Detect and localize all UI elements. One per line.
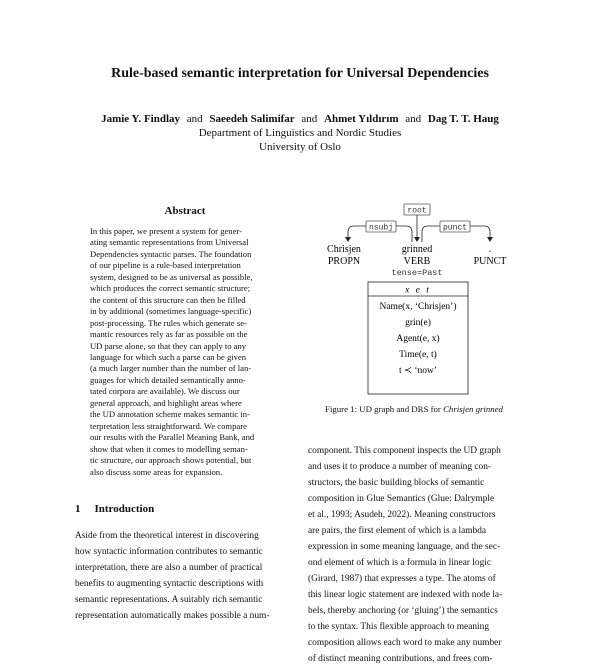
body-line: to the syntax. This flexible approach to meaning <box>308 622 490 632</box>
intro-line: semantic representations. A suitably rich semantic <box>75 595 263 605</box>
relation-label-punct: punct <box>442 223 468 233</box>
word-upos: PUNCT <box>473 256 507 267</box>
body-line: (Girard, 1987) that expresses a type. The atoms of <box>308 574 496 584</box>
abstract-line: Dependencies syntactic parses. The foundation <box>90 248 252 259</box>
abstract-body <box>90 226 278 478</box>
intro-line: interpretation, there are also a number of practical <box>75 563 263 573</box>
body-line: and uses it to produce a number of meaning con- <box>308 462 492 472</box>
drs-condition: Agent(e, x) <box>396 334 440 344</box>
drs-condition: t ≺ ‘now’ <box>398 366 438 376</box>
section-number: 1 <box>75 503 81 515</box>
abstract-line: language for which such a parse can be given <box>90 351 247 362</box>
word-form: grinned <box>401 244 433 255</box>
drs-condition: Time(e, t) <box>399 350 437 360</box>
intro-text <box>75 528 293 624</box>
caption-prefix: Figure 1: UD graph and DRS for <box>325 404 441 414</box>
relation-label-root: root <box>407 206 427 216</box>
abstract-line: ating semantic representations from Universal <box>90 237 249 248</box>
section-title: Introduction <box>94 503 155 515</box>
drs-condition: Name(x, ‘Chrisjen’) <box>379 302 457 312</box>
body-line: of distinct meaning contributions, and frees com- <box>308 654 493 664</box>
drs-universe: x e t <box>405 285 431 296</box>
abstract-line: of our pipeline is a rule-based interpretation <box>90 260 241 271</box>
abstract-line: UD parse alone, so that they can apply to any <box>90 340 247 351</box>
caption-example: Chrisjen grinned <box>443 404 503 414</box>
abstract-line: system, designed to be as universal as possible, <box>90 271 253 282</box>
abstract-line: the UD annotation scheme makes semantic in- <box>90 409 250 420</box>
abstract-line: tated corpora are available). We discuss our <box>90 386 240 397</box>
word-form: . <box>488 244 492 255</box>
intro-line: representation automatically makes possible a num- <box>75 611 270 621</box>
drs-condition: grin(e) <box>405 318 431 328</box>
figure-1 <box>300 198 530 400</box>
intro-line: how syntactic information contributes to semantic <box>75 547 263 557</box>
abstract-line: general approach, and highlight areas where <box>90 397 242 408</box>
word-form: Chrisjen <box>327 244 361 255</box>
paper-title: Rule-based semantic interpretation for Universal Dependencies <box>111 66 489 81</box>
abstract-line: which produces the correct semantic structure; <box>90 283 251 294</box>
abstract-heading: Abstract <box>164 205 206 217</box>
word-upos: VERB <box>403 256 431 267</box>
intro-line: Aside from the theoretical interest in discovering <box>75 531 259 541</box>
abstract-line: our results with the Parallel Meaning Bank, and <box>90 432 255 443</box>
intro-line: benefits to augmenting syntactic descriptions with <box>75 579 264 589</box>
abstract-line: terpretation less straightforward. We compare <box>90 420 247 431</box>
affiliation-department: Department of Linguistics and Nordic Studies <box>198 127 402 139</box>
right-column-text <box>308 443 528 667</box>
abstract-line: also discuss some areas for expansion. <box>90 466 223 477</box>
abstract-line: show that when it comes to modelling seman- <box>90 443 248 454</box>
figure-caption <box>300 404 528 414</box>
abstract-line: post-processing. The rules which generate se- <box>90 317 247 328</box>
body-line: this linear logic statement are indexed with node la- <box>308 590 503 600</box>
word-features: tense=Past <box>391 268 443 278</box>
body-line: component. This component inspects the UD graph <box>308 446 501 456</box>
body-line: bels, thereby anchoring (or ‘gluing’) the semantics <box>308 606 498 616</box>
author-name: Dag T. T. Haug <box>427 113 499 125</box>
word-upos: PROPN <box>327 256 361 267</box>
abstract-line: tic structure, our approach shows potential, but <box>90 455 252 466</box>
abstract-line: guages for which detailed semantically anno- <box>90 374 246 385</box>
author-name: Ahmet Yıldırım <box>324 113 399 125</box>
abstract-line: In this paper, we present a system for gener- <box>90 226 242 236</box>
abstract-line: mantic resources rely as far as possible on the <box>90 329 248 340</box>
abstract-line: (a much larger number than the number of lan- <box>90 363 252 374</box>
author-name: Saeedeh Salimifar <box>209 113 295 125</box>
body-line: are pairs, the first element of which is a lambda <box>308 526 487 536</box>
author-separator: and <box>186 113 203 125</box>
relation-label-nsubj: nsubj <box>368 223 394 233</box>
author-name: Jamie Y. Findlay <box>101 113 181 125</box>
body-line: composition in Glue Semantics (Glue: Dalrymple <box>308 494 495 504</box>
body-line: expression in some meaning language, and the sec- <box>308 542 501 552</box>
body-line: ond element of which is a formula in linear logic <box>308 558 492 568</box>
abstract-line: in by additional (sometimes language-specific) <box>90 306 252 317</box>
author-line <box>0 112 600 126</box>
affiliation-university: University of Oslo <box>259 141 341 153</box>
body-line: structors, the basic building blocks of semantic <box>308 478 485 488</box>
section-heading <box>75 503 154 515</box>
abstract-line: the content of this structure can then be filled <box>90 294 246 305</box>
author-separator: and <box>301 113 318 125</box>
body-line: et al., 1993; Asudeh, 2022). Meaning constructors <box>308 510 496 520</box>
body-line: composition allows each word to make any number <box>308 638 502 648</box>
author-separator: and <box>405 113 422 125</box>
